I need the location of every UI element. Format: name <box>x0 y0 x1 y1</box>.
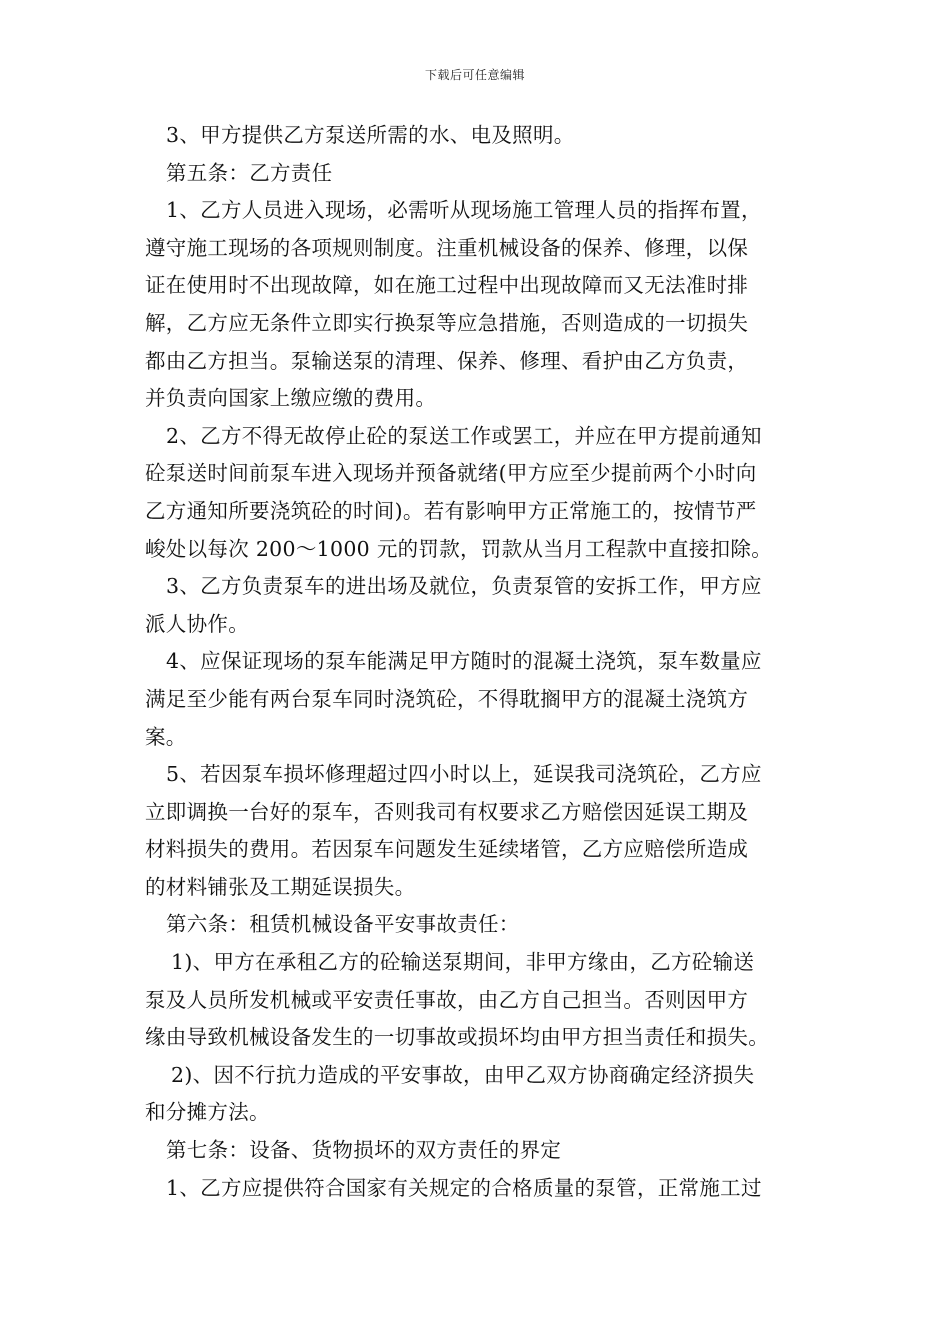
paragraph-line: 第五条：乙方责任 <box>166 160 333 185</box>
paragraph-line: 和分摊方法。 <box>145 1100 270 1125</box>
paragraph-line: 3、乙方负责泵车的进出场及就位，负责泵管的安拆工作，甲方应 <box>166 574 762 599</box>
paragraph-line: 的材料铺张及工期延误损失。 <box>145 874 416 899</box>
paragraph-line: 4、应保证现场的泵车能满足甲方随时的混凝土浇筑，泵车数量应 <box>166 649 762 674</box>
paragraph-line: 峻处以每次 200～1000 元的罚款，罚款从当月工程款中直接扣除。 <box>145 536 773 561</box>
paragraph-line: 派人协作。 <box>145 611 249 636</box>
document-body <box>145 117 809 1207</box>
paragraph-line: 5、若因泵车损坏修理超过四小时以上，延误我司浇筑砼，乙方应 <box>166 762 762 787</box>
paragraph-line: 1、乙方人员进入现场，必需听从现场施工管理人员的指挥布置， <box>166 198 762 223</box>
paragraph-line: 并负责向国家上缴应缴的费用。 <box>145 386 437 411</box>
paragraph-line: 材料损失的费用。若因泵车问题发生延续堵管，乙方应赔偿所造成 <box>145 837 749 862</box>
paragraph-line: 缘由导致机械设备发生的一切事故或损坏均由甲方担当责任和损失。 <box>145 1025 769 1050</box>
paragraph-line: 1)、甲方在承租乙方的砼输送泵期间，非甲方缘由，乙方砼输送 <box>171 950 755 975</box>
paragraph-line: 2、乙方不得无故停止砼的泵送工作或罢工，并应在甲方提前通知 <box>166 423 762 448</box>
paragraph-line: 立即调换一台好的泵车，否则我司有权要求乙方赔偿因延误工期及 <box>145 799 749 824</box>
paragraph-line: 证在使用时不出现故障，如在施工过程中出现故障而又无法准时排 <box>145 273 749 298</box>
paragraph-line: 满足至少能有两台泵车同时浇筑砼，不得耽搁甲方的混凝土浇筑方 <box>145 686 749 711</box>
paragraph-line: 3、甲方提供乙方泵送所需的水、电及照明。 <box>166 123 575 147</box>
paragraph-line: 1、乙方应提供符合国家有关规定的合格质量的泵管，正常施工过 <box>166 1175 762 1200</box>
paragraph-line: 砼泵送时间前泵车进入现场并预备就绪(甲方应至少提前两个小时向 <box>145 461 757 486</box>
paragraph-line: 2)、因不行抗力造成的平安事故，由甲乙双方协商确定经济损失 <box>171 1062 755 1087</box>
paragraph-line: 乙方通知所要浇筑砼的时间)。若有影响甲方正常施工的，按情节严 <box>145 498 757 523</box>
paragraph-line: 案。 <box>145 724 187 749</box>
paragraph-line: 遵守施工现场的各项规则制度。注重机械设备的保养、修理，以保 <box>145 235 749 260</box>
paragraph-line: 解，乙方应无条件立即实行换泵等应急措施，否则造成的一切损失 <box>145 310 749 335</box>
page-header: 下载后可任意编辑 <box>424 68 525 82</box>
paragraph-line: 泵及人员所发机械或平安责任事故，由乙方自己担当。否则因甲方 <box>145 987 749 1012</box>
paragraph-line: 第六条：租赁机械设备平安事故责任： <box>166 912 520 937</box>
paragraph-line: 第七条：设备、货物损坏的双方责任的界定 <box>166 1138 562 1163</box>
paragraph-line: 都由乙方担当。泵输送泵的清理、保养、修理、看护由乙方负责， <box>145 348 749 373</box>
